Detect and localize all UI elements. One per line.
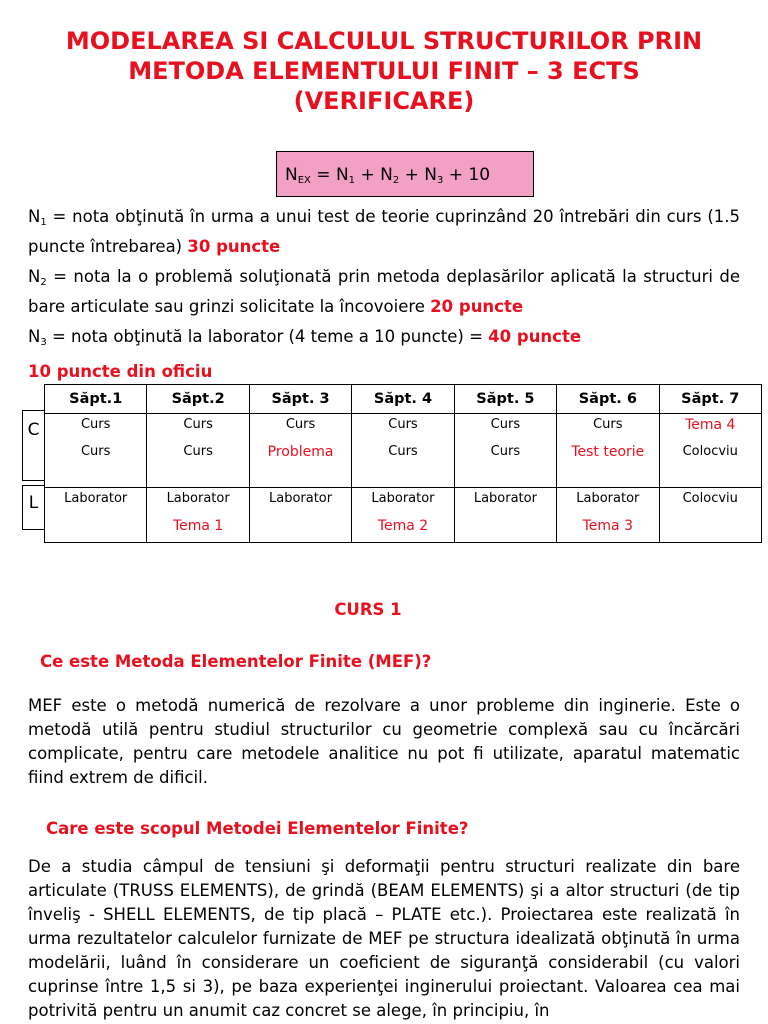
header-cell: Săpt.2 bbox=[147, 385, 249, 414]
table-cell bbox=[45, 515, 147, 543]
table-row bbox=[45, 488, 762, 516]
table-row bbox=[45, 515, 762, 543]
table-cell: Tema 3 bbox=[557, 515, 659, 543]
table-cell: Curs bbox=[454, 414, 556, 442]
table-cell: Tema 2 bbox=[352, 515, 454, 543]
n2-points: 20 puncte bbox=[430, 297, 524, 316]
row-label-c: C bbox=[22, 410, 44, 481]
table-cell bbox=[659, 515, 761, 543]
n3-points: 40 puncte bbox=[488, 327, 582, 346]
n2-description: $N_2$ = nota la o problemă soluţionată prin metoda deplasărilor aplicată la structuri de bare articulate sau grinzi solicitate la încovoiere 20 puncte bbox=[28, 267, 740, 316]
table-cell: Test teorie bbox=[557, 441, 659, 488]
table-cell: Laborator bbox=[352, 488, 454, 516]
schedule-header-row bbox=[45, 385, 762, 414]
table-cell: Laborator bbox=[557, 488, 659, 516]
header-cell: Săpt. 7 bbox=[659, 385, 761, 414]
oficiu-points: 10 puncte din oficiu bbox=[28, 362, 213, 381]
table-cell: Curs bbox=[557, 414, 659, 442]
header-cell: Săpt. 4 bbox=[352, 385, 454, 414]
table-cell: Curs bbox=[454, 441, 556, 488]
table-cell: Curs bbox=[45, 441, 147, 488]
table-cell: Problema bbox=[249, 441, 351, 488]
header-cell: Săpt.1 bbox=[45, 385, 147, 414]
table-cell: Curs bbox=[147, 441, 249, 488]
question-2-heading: Care este scopul Metodei Elementelor Finite? bbox=[46, 819, 469, 838]
n1-description: $N_1$ = nota obţinută în urma a unui test de teorie cuprinzând 20 întrebări din curs (1.5 puncte întrebarea) 30 puncte bbox=[28, 207, 740, 256]
title-line-1: MODELAREA SI CALCULUL STRUCTURILOR PRIN bbox=[65, 27, 703, 55]
table-cell: Curs bbox=[45, 414, 147, 442]
table-cell: Colocviu bbox=[659, 441, 761, 488]
curs-title: CURS 1 bbox=[334, 600, 402, 619]
question-1-heading: Ce este Metoda Elementelor Finite (MEF)? bbox=[40, 652, 432, 671]
grade-formula: $N_{EX} = N_1 + N_2 + N_3 + 10$ bbox=[276, 151, 534, 197]
page-title bbox=[0, 26, 768, 116]
n1-points: 30 puncte bbox=[187, 237, 281, 256]
table-cell: Curs bbox=[352, 441, 454, 488]
table-row bbox=[45, 414, 762, 442]
paragraph-2: De a studia câmpul de tensiuni şi deformaţii pentru structuri realizate din bare articulate (TRUSS ELEMENTS), de grindă (BEAM ELEMENTS) şi a altor structuri (de tip înveliş - SHELL ELEMENTS, de tip placă – PLATE etc.). Proiectarea este realizată în urma rezultatelor calculelor furnizate de MEF pe structura idealizată obţinută în urma modelării, luând în considerare un coeficient de siguranţă considerabil (cu valori cuprinse între 1,5 si 3), pe baza experienţei inginerului proiectant. Valoarea cea mai potrivită pentru un anumit caz concret se alege, în principiu, în bbox=[28, 857, 740, 1020]
table-cell: Colocviu bbox=[659, 488, 761, 516]
table-cell bbox=[454, 515, 556, 543]
table-cell: Tema 1 bbox=[147, 515, 249, 543]
table-cell: Laborator bbox=[249, 488, 351, 516]
paragraph-1: MEF este o metodă numerică de rezolvare a unor probleme din inginerie. Este o metodă utilă pentru studiul structurilor cu geometrie complexă sau cu încărcări complicate, pentru care metodele analitice nu pot fi utilizate, aparatul matematic fiind extrem de dificil. bbox=[28, 696, 740, 787]
table-cell: Curs bbox=[352, 414, 454, 442]
header-cell: Săpt. 5 bbox=[454, 385, 556, 414]
title-line-3: (VERIFICARE) bbox=[293, 87, 475, 115]
table-cell: Laborator bbox=[454, 488, 556, 516]
table-cell: Laborator bbox=[147, 488, 249, 516]
title-line-2: METODA ELEMENTULUI FINIT – 3 ECTS bbox=[128, 57, 640, 85]
table-cell: Curs bbox=[249, 414, 351, 442]
table-cell: Curs bbox=[147, 414, 249, 442]
table-cell: Laborator bbox=[45, 488, 147, 516]
table-cell: Tema 4 bbox=[659, 414, 761, 442]
header-cell: Săpt. 6 bbox=[557, 385, 659, 414]
table-row bbox=[45, 441, 762, 488]
row-label-l: L bbox=[22, 485, 44, 530]
header-cell: Săpt. 3 bbox=[249, 385, 351, 414]
schedule-table bbox=[44, 384, 762, 543]
table-cell bbox=[249, 515, 351, 543]
n3-description: $N_3$ = nota obţinută la laborator (4 teme a 10 puncte) = 40 puncte bbox=[28, 327, 582, 348]
